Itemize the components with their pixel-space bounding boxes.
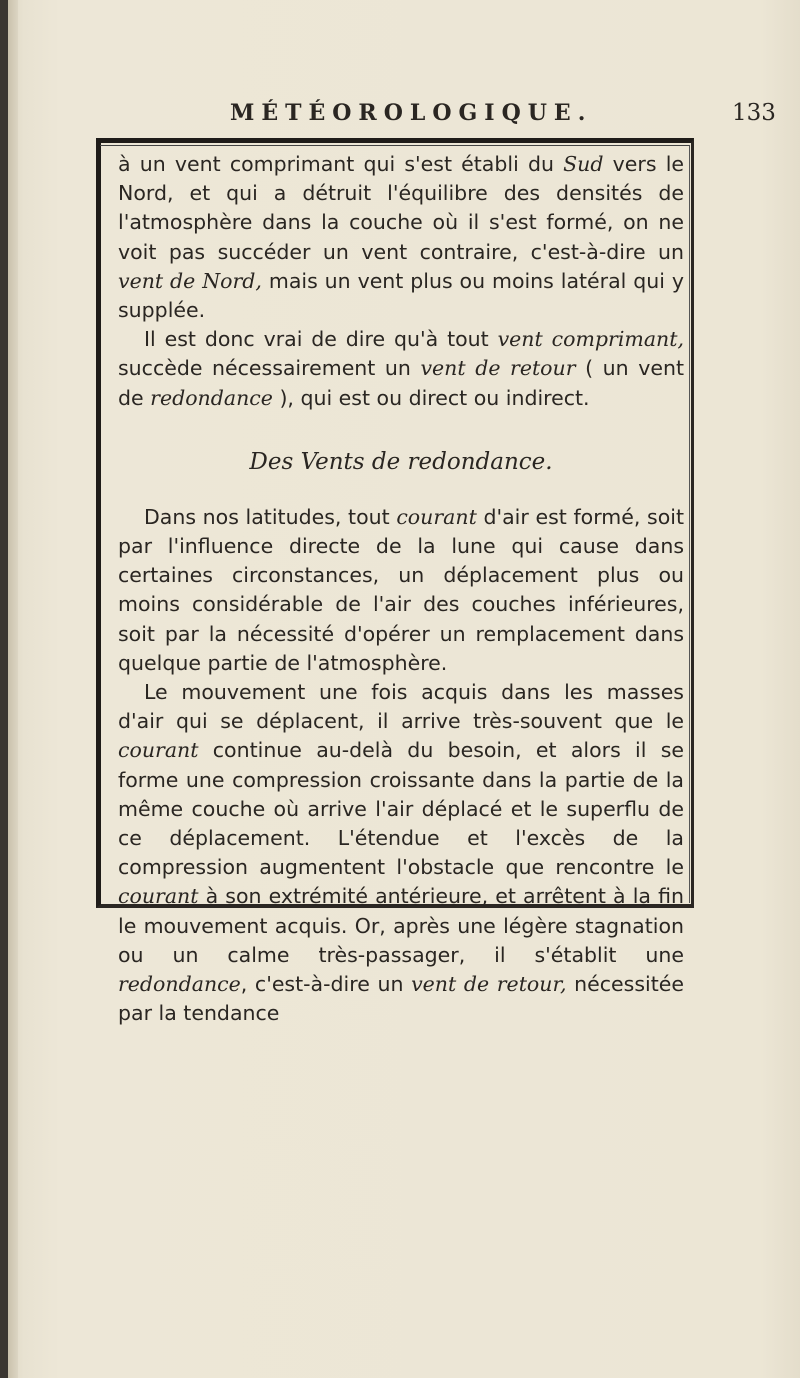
text-run: , c'est-à-dire un <box>240 972 412 997</box>
page-gutter <box>8 0 18 1378</box>
italic-run: vent comprimant, <box>497 327 685 352</box>
text-run: Dans nos latitudes, tout <box>144 504 397 529</box>
body-text <box>118 150 684 1028</box>
italic-run: vent de retour, <box>411 972 567 997</box>
running-head-title: MÉTÉOROLOGIQUE. <box>230 100 593 126</box>
page-number: 133 <box>732 100 776 126</box>
paragraph-3 <box>118 503 684 678</box>
text-run: vers le Nord, et qui a détruit l'équilibre des densités de l'atmosphère dans la couche où il s'est formé, on ne voit pas succéder un vent contraire, c'est-à-dire un <box>118 152 684 264</box>
text-run: d'air est formé, soit par l'influence directe de la lune qui cause dans certaines circonstances, un déplacement plus ou moins considérable de l'air des couches inférieures, soit par la nécessité d'opérer un remplacement dans quelque partie de l'atmosphère. <box>118 504 684 675</box>
text-run: continue au-delà du besoin, et alors il se forme une compression croissante dans la partie de la même couche où arrive l'air déplacé et le superflu de ce déplacement. L'étendue et l'excès de la compression augmentent l'obstacle que rencontre le <box>118 738 684 880</box>
text-run: ( un vent de <box>118 356 684 410</box>
paragraph-1 <box>118 150 684 325</box>
section-heading: Des Vents de redondance. <box>249 448 553 475</box>
paragraph-2 <box>118 325 684 413</box>
italic-run: courant <box>118 738 199 763</box>
text-run: Il est donc vrai de dire qu'à tout <box>144 327 498 352</box>
text-run: à un vent comprimant qui s'est établi du <box>118 152 564 176</box>
italic-run: vent de retour <box>420 356 576 381</box>
binding-edge <box>0 0 8 1378</box>
text-run: à son extrémité antérieure, et arrêtent à la fin le mouvement acquis. Or, après une légère stagnation ou un calme très-passager, il s'établit une <box>118 884 684 967</box>
italic-run: redondance <box>150 385 273 410</box>
italic-run: courant <box>118 884 199 909</box>
text-run: succède nécessairement un <box>118 356 421 381</box>
paragraph-4 <box>118 678 684 1028</box>
text-run: nécessitée par la tendance <box>118 972 684 1026</box>
italic-run: redondance <box>118 972 241 997</box>
text-run: ), qui est ou direct ou indirect. <box>272 385 590 410</box>
text-run: Le mouvement une fois acquis dans les masses d'air qui se déplacent, il arrive très-souvent que le <box>118 680 684 734</box>
italic-run: vent de Nord, <box>118 268 262 293</box>
italic-run: Sud <box>563 152 604 176</box>
running-head <box>230 100 790 136</box>
italic-run: courant <box>396 504 477 529</box>
text-run: mais un vent plus ou moins latéral qui y supplée. <box>118 268 684 323</box>
